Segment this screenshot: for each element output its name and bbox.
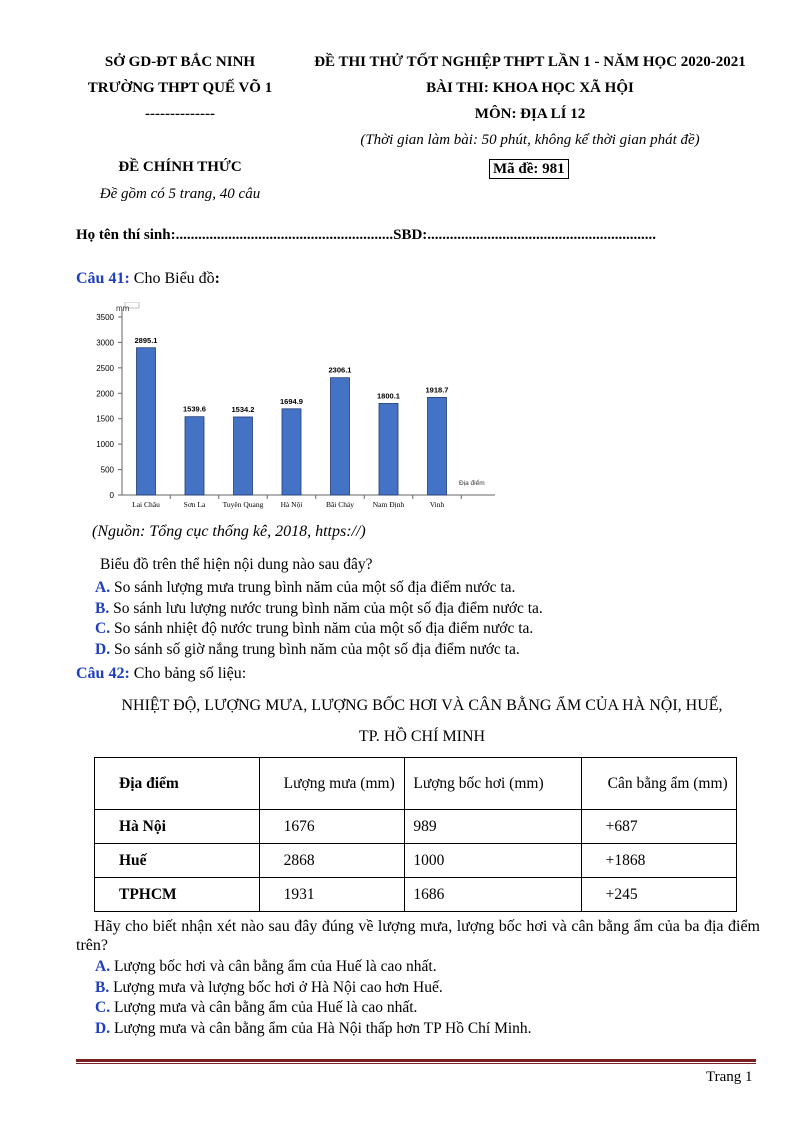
y-tick-label: 3000 xyxy=(96,338,114,348)
data-table xyxy=(94,757,737,912)
table-cell: Hà Nội xyxy=(95,810,260,844)
option-text: So sánh lượng mưa trung bình năm của một số địa điểm nước ta. xyxy=(113,579,516,596)
school-name: TRƯỜNG THPT QUẾ VÕ 1 xyxy=(87,80,273,96)
q42-heading xyxy=(76,665,246,683)
q42-option-d[interactable] xyxy=(95,1019,532,1040)
x-tick-label: Sơn La xyxy=(183,500,206,509)
page-number: Trang 1 xyxy=(706,1069,753,1085)
option-key: D. xyxy=(95,1019,111,1037)
q41-label: Câu 41: xyxy=(76,270,130,287)
option-key: B. xyxy=(95,599,110,617)
candidate-line: Họ tên thí sinh:..........................................................SBD:............................................................. xyxy=(76,227,657,243)
bar-value-label: 1800.1 xyxy=(377,391,400,401)
table-row xyxy=(95,810,737,844)
x-tick-label: Lai Châu xyxy=(132,500,160,509)
pages-note: Đề gồm có 5 trang, 40 câu xyxy=(99,186,261,202)
table-cell: TPHCM xyxy=(95,878,260,912)
q42-options xyxy=(95,957,532,1039)
q42-option-b[interactable] xyxy=(95,978,532,999)
table-title-line2: TP. HỒ CHÍ MINH xyxy=(358,728,486,745)
x-tick-label: Vinh xyxy=(429,500,445,509)
table-cell: +1868 xyxy=(581,844,736,878)
y-tick-label: 3500 xyxy=(96,313,114,322)
bar-value-label: 1539.6 xyxy=(183,404,206,414)
q41-question: Biểu đồ trên thể hiện nội dung nào sau đây? xyxy=(100,556,373,573)
table-header-row xyxy=(95,758,737,810)
chart-bar xyxy=(185,417,204,495)
chart-bar xyxy=(379,403,398,495)
q41-options xyxy=(95,578,543,660)
chart-bar xyxy=(234,417,253,495)
header-cell: Địa điểm xyxy=(95,758,260,810)
bar-value-label: 1694.9 xyxy=(280,396,303,406)
bar-value-label: 1534.2 xyxy=(231,404,255,414)
option-text: So sánh lưu lượng nước trung bình năm của một số địa điểm nước ta. xyxy=(113,599,543,617)
table-cell: Huế xyxy=(95,844,260,878)
x-tick-label: Bãi Cháy xyxy=(325,500,355,509)
y-tick-label: 500 xyxy=(100,465,114,475)
option-key: C. xyxy=(95,999,111,1016)
option-text: So sánh nhiệt độ nước trung bình năm của một số địa điểm nước ta. xyxy=(113,620,534,637)
bar-value-label: 2306.1 xyxy=(328,365,352,375)
bar-value-label: 2895.1 xyxy=(134,335,158,345)
option-text: Lượng bốc hơi và cân bằng ẩm của Huế là cao nhất. xyxy=(113,958,437,975)
exam-subject: MÔN: ĐỊA LÍ 12 xyxy=(474,106,586,122)
y-axis-label: mm xyxy=(116,304,130,313)
x-tick-label: Tuyên Quang xyxy=(222,500,264,509)
header-cell: Lượng mưa (mm) xyxy=(259,758,405,810)
q42-question: Hãy cho biết nhận xét nào sau đây đúng về lượng mưa, lượng bốc hơi và cân bằng ẩm của ba địa điểm trên? xyxy=(76,918,760,954)
table-title-line1: NHIỆT ĐỘ, LƯỢNG MƯA, LƯỢNG BỐC HƠI VÀ CÂN BẰNG ẨM CỦA HÀ NỘI, HUẾ, xyxy=(121,697,723,714)
table-cell: 989 xyxy=(405,810,581,844)
table-cell: 1000 xyxy=(405,844,581,878)
y-tick-label: 2500 xyxy=(96,363,114,373)
y-tick-label: 0 xyxy=(109,491,114,500)
q41-option-a[interactable] xyxy=(95,578,543,599)
bar-value-label: 1918.7 xyxy=(425,385,449,395)
y-tick-label: 1000 xyxy=(96,440,114,450)
official-label: ĐỀ CHÍNH THỨC xyxy=(118,159,242,175)
header-cell: Lượng bốc hơi (mm) xyxy=(405,758,581,810)
option-text: Lượng mưa và cân bằng ẩm của Huế là cao nhất. xyxy=(113,999,418,1016)
table-cell: +687 xyxy=(581,810,736,844)
chart-bar xyxy=(137,348,156,495)
table-cell: 2868 xyxy=(259,844,405,878)
q41-colon: : xyxy=(214,270,220,287)
q41-option-d[interactable] xyxy=(95,640,543,661)
department-name: SỞ GD-ĐT BẮC NINH xyxy=(104,54,256,70)
q42-option-c[interactable] xyxy=(95,998,532,1019)
x-tick-label: Nam Định xyxy=(372,500,405,509)
option-key: A. xyxy=(95,958,111,975)
table-row xyxy=(95,844,737,878)
footer-rule xyxy=(76,1059,756,1064)
table-cell: +245 xyxy=(581,878,736,912)
q41-option-b[interactable] xyxy=(95,599,543,620)
option-text: Lượng mưa và cân bằng ẩm của Hà Nội thấp hơn TP Hồ Chí Minh. xyxy=(113,1019,532,1037)
q41-text: Cho Biểu đồ xyxy=(129,270,215,287)
option-text: Lượng mưa và lượng bốc hơi ở Hà Nội cao hơn Huế. xyxy=(113,978,443,996)
q42-text: Cho bảng số liệu: xyxy=(129,665,247,682)
header-cell: Cân bằng ẩm (mm) xyxy=(581,758,736,810)
q41-source: (Nguồn: Tổng cục thống kê, 2018, https://) xyxy=(92,523,366,540)
header-divider: -------------- xyxy=(145,106,215,122)
q41-heading xyxy=(76,270,220,288)
option-text: So sánh số giờ nắng trung bình năm của một số địa điểm nước ta. xyxy=(113,640,520,658)
option-key: A. xyxy=(95,579,111,596)
exam-code-box: Mã đề: 981 xyxy=(489,159,569,179)
x-axis-label: Địa điểm xyxy=(459,480,485,487)
y-tick-label: 2000 xyxy=(96,389,114,399)
exam-subject-group: BÀI THI: KHOA HỌC XÃ HỘI xyxy=(426,80,634,96)
chart-bar xyxy=(331,378,350,495)
rainfall-chart xyxy=(80,302,500,514)
chart-bar xyxy=(282,409,301,495)
table-cell: 1686 xyxy=(405,878,581,912)
x-tick-label: Hà Nội xyxy=(280,500,303,509)
table-cell: 1931 xyxy=(259,878,405,912)
option-key: C. xyxy=(95,620,111,637)
q42-label: Câu 42: xyxy=(76,665,130,682)
y-tick-label: 1500 xyxy=(96,414,114,424)
table-cell: 1676 xyxy=(259,810,405,844)
option-key: B. xyxy=(95,978,110,996)
exam-time-note: (Thời gian làm bài: 50 phút, không kể thời gian phát đề) xyxy=(360,132,700,148)
q41-option-c[interactable] xyxy=(95,619,543,640)
exam-title: ĐỀ THI THỬ TỐT NGHIỆP THPT LẦN 1 - NĂM HỌC 2020-2021 xyxy=(314,54,746,70)
chart-bar xyxy=(428,397,447,495)
table-row xyxy=(95,878,737,912)
q42-option-a[interactable] xyxy=(95,957,532,978)
option-key: D. xyxy=(95,640,111,658)
